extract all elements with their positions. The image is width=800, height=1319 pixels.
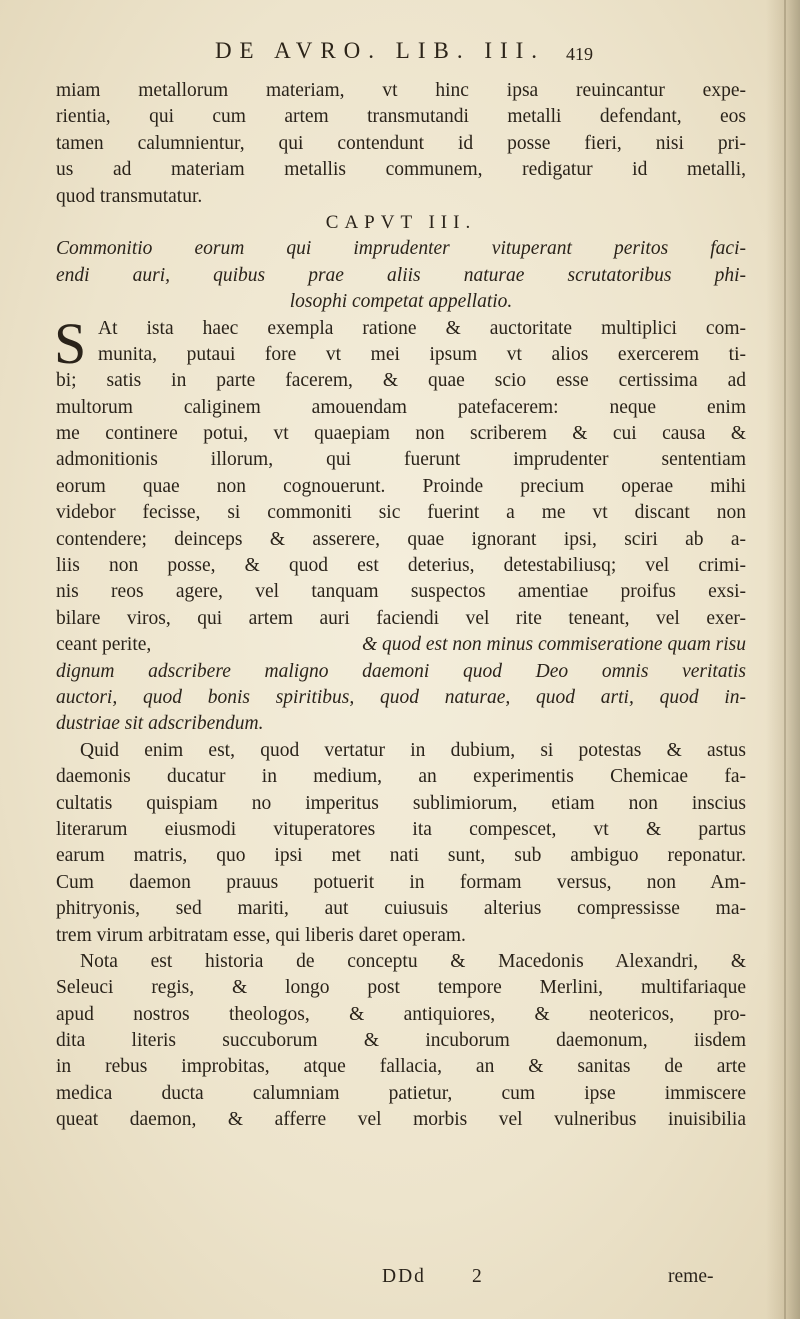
running-title: DE AVRO. LIB. III. — [214, 38, 546, 63]
text-line: Seleuci regis, & longo post tempore Merlini, multifariaque — [56, 977, 746, 999]
catchword: reme- — [668, 1266, 714, 1287]
signature-mark: DDd — [382, 1266, 426, 1287]
text-line: tamen calumnientur, qui contendunt id posse fieri, nisi pri- — [56, 132, 746, 154]
text-line: us ad materiam metallis communem, redigatur id metalli, — [56, 159, 746, 181]
text-line: liis non posse, & quod est deterius, detestabiliusq; vel crimi- — [56, 555, 746, 577]
main-text — [56, 78, 746, 1134]
paragraph — [56, 738, 746, 949]
chapter-title-line: losophi competat appellatio. — [289, 291, 513, 313]
text-line: trem virum arbitratam esse, qui liberis daret operam. — [56, 924, 466, 946]
chapter-heading: CAPVT III. — [325, 211, 477, 233]
text-line: multorum caliginem amouendam patefacerem: neque enim — [56, 396, 746, 418]
italic-line: auctori, quod bonis spiritibus, quod naturae, quod arti, quod in- — [56, 686, 746, 708]
chapter-title-line: Commonitio eorum qui imprudenter vituperant peritos faci- — [56, 238, 746, 260]
text-line: apud nostros theologos, & antiquiores, & neotericos, pro- — [56, 1003, 746, 1025]
signature-number: 2 — [472, 1266, 482, 1287]
page-footer — [0, 1266, 800, 1296]
text-line-mixed — [56, 632, 746, 658]
text-line: in rebus improbitas, atque fallacia, an & sanitas de arte — [56, 1056, 746, 1078]
text-line: contendere; deinceps & asserere, quae ignorant ipsi, sciri ab a- — [56, 528, 746, 550]
text-line: At ista haec exempla ratione & auctoritate multiplici com- — [98, 317, 746, 339]
text-line: me continere potui, vt quaepiam non scriberem & cui causa & — [56, 423, 746, 445]
text-line: miam metallorum materiam, vt hinc ipsa reuincantur expe- — [56, 80, 746, 101]
text-line: videbor fecisse, si commoniti sic fuerint a me vt discant non — [56, 502, 746, 524]
text-line: Quid enim est, quod vertatur in dubium, si potestas & astus — [80, 739, 746, 761]
text-line: daemonis ducatur in medium, an experimentis Chemicae fa- — [56, 766, 746, 788]
page-edge-line — [784, 0, 786, 1319]
text-line: eorum quae non cognouerunt. Proinde precium operae mihi — [56, 475, 746, 497]
chapter-title-line: endi auri, quibus prae aliis naturae scrutatoribus phi- — [56, 264, 746, 286]
text-line: queat daemon, & afferre vel morbis vel vulneribus inuisibilia — [56, 1109, 746, 1131]
text-line: rientia, qui cum artem transmutandi metalli defendant, eos — [56, 106, 746, 128]
text-line: dita literis succuborum & incuborum daemonum, iisdem — [56, 1030, 746, 1052]
paragraph-with-initial — [54, 310, 746, 738]
paragraph-continuation — [56, 78, 746, 210]
text-line: Nota est historia de conceptu & Macedonis Alexandri, & — [80, 950, 746, 972]
page-number: 419 — [566, 44, 593, 64]
text-line: earum matris, quo ipsi met nati sunt, sub ambiguo reponatur. — [56, 845, 746, 867]
paragraph — [56, 949, 746, 1134]
text-line: quod transmutatur. — [56, 185, 203, 207]
italic-line: dustriae sit adscribendum. — [56, 713, 264, 735]
drop-capital: S — [54, 310, 87, 376]
text-line: bi; satis in parte facerem, & quae scio esse certissima ad — [56, 370, 746, 392]
text-line: admonitionis illorum, qui fuerunt imprudenter sententiam — [56, 449, 746, 471]
text-line: bilare viros, qui artem auri faciendi vel rite teneant, vel exer- — [56, 607, 746, 629]
text-line: munita, putaui fore vt mei ipsum vt alios exercerem ti- — [98, 343, 746, 365]
chapter-title — [56, 236, 746, 315]
text-line: phitryonis, sed mariti, aut cuiusuis alterius compressisse ma- — [56, 898, 746, 920]
text-line: literarum eiusmodi vituperatores ita compescet, vt & partus — [56, 818, 746, 840]
text-line: cultatis quispiam no imperitus sublimiorum, etiam non inscius — [56, 792, 746, 814]
page-edge-shadow — [766, 0, 800, 1319]
italic-line: dignum adscribere maligno daemoni quod Deo omnis veritatis — [56, 660, 746, 682]
text-run: ceant perite, — [56, 634, 152, 656]
text-line: nis reos agere, vel tanquam suspectos amentiae proifus exsi- — [56, 581, 746, 603]
text-line: medica ducta calumniam patietur, cum ipse immiscere — [56, 1082, 746, 1104]
text-line: Cum daemon prauus potuerit in formam versus, non Am- — [56, 871, 746, 893]
italic-run: & quod est non minus commiseratione quam risu — [361, 634, 746, 656]
